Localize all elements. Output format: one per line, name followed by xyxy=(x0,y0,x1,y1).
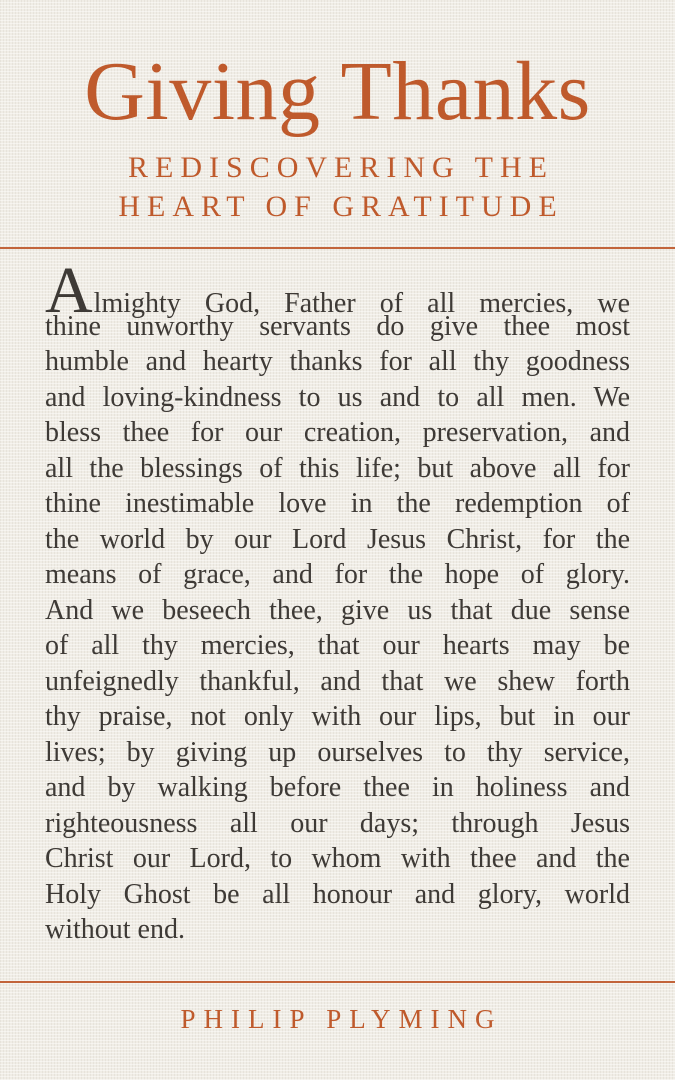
prayer-line: Holy Ghost be all honour and glory, world xyxy=(45,878,630,910)
prayer-line: bless thee for our creation, preservation, and xyxy=(45,417,630,448)
subtitle-line-1: REDISCOVERING THE xyxy=(128,151,554,184)
prayer-line: without end. xyxy=(45,914,185,945)
prayer-line: And we beseech thee, give us that due sense xyxy=(45,594,630,626)
prayer-line: and loving-kindness to us and to all men. We xyxy=(45,381,630,413)
prayer-line: thy praise, not only with our lips, but in our xyxy=(45,701,630,732)
subtitle-line-2: HEART OF GRATITUDE xyxy=(118,190,564,223)
prayer-line: righteousness all our days; through Jesus xyxy=(45,807,630,839)
top-divider-rule xyxy=(0,247,675,249)
prayer-line: humble and hearty thanks for all thy goodness xyxy=(45,346,630,377)
prayer-line: means of grace, and for the hope of glory. xyxy=(45,559,630,590)
prayer-line: and by walking before thee in holiness and xyxy=(45,772,630,803)
prayer-line: Almighty God, Father of all mercies, we xyxy=(45,254,630,327)
prayer-line: thine unworthy servants do give thee most xyxy=(45,310,630,342)
prayer-line: the world by our Lord Jesus Christ, for the xyxy=(45,523,630,555)
prayer-line: thine inestimable love in the redemption of xyxy=(45,488,630,519)
bottom-divider-rule xyxy=(0,981,675,983)
prayer-line: all the blessings of this life; but above all for xyxy=(45,452,630,484)
prayer-line: of all thy mercies, that our hearts may be xyxy=(45,630,630,661)
initial-cap: A xyxy=(45,254,94,327)
book-title: Giving Thanks xyxy=(84,45,591,138)
author-name: PHILIP PLYMING xyxy=(180,1004,503,1034)
book-subtitle xyxy=(0,148,675,226)
prayer-text xyxy=(45,254,630,948)
prayer-line: Christ our Lord, to whom with thee and the xyxy=(45,843,630,874)
prayer-line: unfeignedly thankful, and that we shew forth xyxy=(45,665,630,697)
prayer-line: lives; by giving up ourselves to thy service, xyxy=(45,736,630,768)
